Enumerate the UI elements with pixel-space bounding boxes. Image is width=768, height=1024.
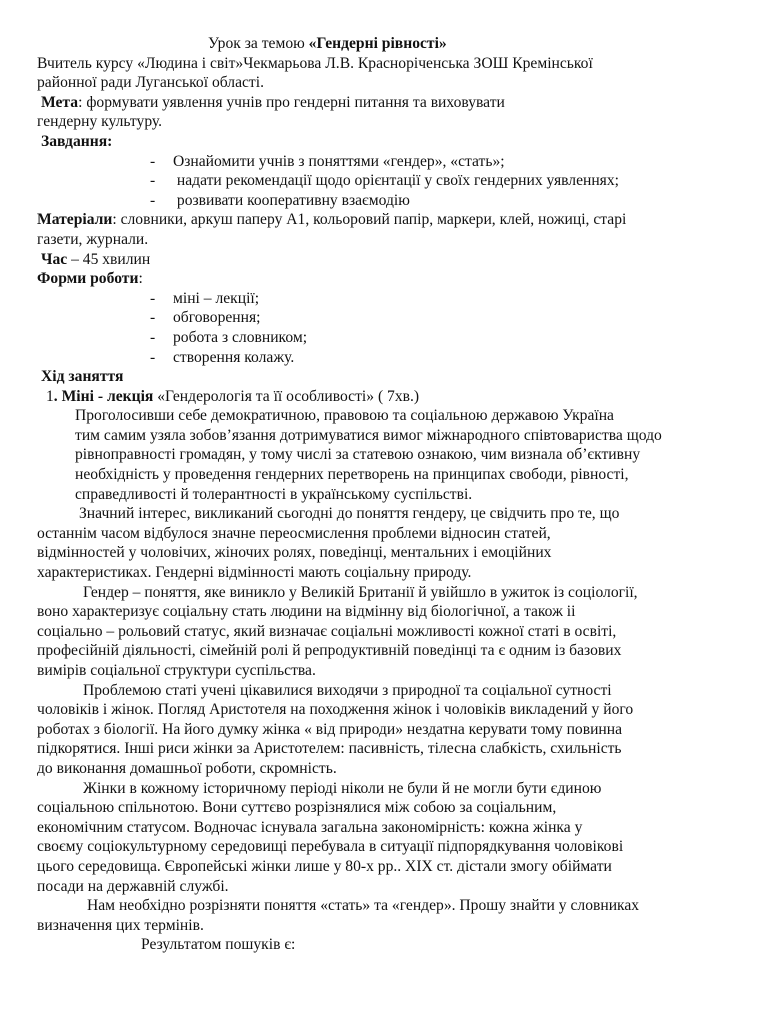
form-item [37,328,737,348]
task-item [37,171,737,191]
bullet-dash: - [150,191,156,209]
paragraph-line: Проблемою статі учені цікавилися виходячи з природної та соціальної сутності [83,681,612,699]
time-line [37,250,737,270]
paragraph [37,779,737,897]
lesson-title-topic: «Гендерні рівності» [308,35,447,52]
form-item-text: робота з словником; [173,328,308,346]
teacher-line-2: районної ради Луганської області. [37,74,264,92]
paragraph-line: тим самим узяла зобов’язання дотримуватися вимог міжнародного співтовариства щодо [75,426,662,444]
goal-text: : формувати уявлення учнів про гендерні питання та виховувати [78,93,505,111]
paragraph-line: економічним статусом. Водночас існувала загальна закономірність: кожна жінка у [37,818,583,836]
materials-text: : словники, аркуш паперу А1, кольоровий папір, маркери, клей, ножиці, старі [112,211,627,229]
document-page [37,34,737,955]
bullet-dash: - [150,289,156,307]
bullet-dash: - [150,309,156,327]
form-item-text: міні – лекції; [173,289,260,307]
paragraph-line: професійній діяльності, сімейній ролі й репродуктивній поведінці та є одним із базових [37,642,622,660]
forms-label: Форми роботи [37,270,139,288]
section-number: 1 [46,387,54,405]
lesson-title-prefix: Урок за темою [208,35,309,52]
goal-label: Мета [41,93,79,111]
form-item [37,289,737,309]
paragraph [37,504,737,582]
bullet-dash: - [150,328,156,346]
section-heading [37,387,737,407]
paragraph-line: характеристиках. Гендерні відмінності мають соціальну природу. [37,564,472,582]
paragraph-line: вимірів соціальної структури суспільства. [37,662,316,679]
paragraph-line: Значний інтерес, викликаний сьогодні до поняття гендеру, це свідчить про те, що [79,505,620,523]
time-label: Час [41,250,68,268]
task-item-text: розвивати кооперативну взаємодію [173,191,410,209]
bullet-dash: - [150,348,156,366]
paragraph-line: Жінки в кожному історичному періоді ніколи не були й не могли бути єдиною [83,779,602,797]
paragraph-line: до виконання домашньої роботи, скромність. [37,759,337,777]
paragraph [37,681,737,779]
time-text: – 45 хвилин [67,250,151,268]
section-subtitle: «Гендерологія та її особливості» ( 7хв.) [153,387,420,405]
paragraph-line: підкорятися. Інші риси жінки за Аристотелем: пасивність, тілесна слабкість, схильність [37,740,622,758]
paragraph-line: Гендер – поняття, яке виникло у Великій Британії й увійшло в ужиток із соціології, [83,583,638,601]
task-item-text: надати рекомендації щодо орієнтації у своїх гендерних уявленнях; [173,172,619,190]
lesson-title [37,34,737,54]
paragraph-line: воно характеризує соціальну стать людини на відмінну від біологічної, а також іі [37,603,576,621]
bullet-dash: - [150,152,156,170]
paragraph-line: посади на державній службі. [37,877,229,895]
paragraph-line: Нам необхідно розрізняти поняття «стать» та «гендер». Прошу знайти у словниках [87,897,640,915]
paragraph [37,583,737,681]
paragraph-line: Проголосивши себе демократичною, правовою та соціальною державою Україна [75,407,614,425]
paragraph-line: рівноправності громадян, у тому числі за статевою ознакою, чим визнала об’єктивну [75,446,641,464]
forms-line [37,269,737,289]
materials-line [37,210,737,230]
paragraph [37,896,737,935]
section-title: . Міні - лекція [53,387,154,405]
paragraph-line: справедливості й толерантності в українському суспільстві. [75,485,473,503]
course-heading: Хід заняття [41,368,124,386]
tasks-label: Завдання: [41,132,113,150]
goal-line [37,93,737,113]
form-item-text: створення колажу. [173,348,295,366]
form-item-text: обговорення; [173,309,261,327]
paragraph-line: визначення цих термінів. [37,916,204,934]
paragraph-line: соціально – рольовий статус, який визначає соціальні можливості кожної статі в освіті, [37,622,617,640]
paragraph-line: відмінностей у чоловічих, жіночих ролях, поведінці, ментальних і емоційних [37,544,552,562]
materials-label: Матеріали [37,211,113,229]
paragraph-line: останнім часом відбулося значне переосмислення проблеми відносин статей, [37,524,551,542]
task-item [37,191,737,211]
teacher-line: Вчитель курсу «Людина і світ»Чекмарьова Л.В. Красноріченська ЗОШ Кремінської [37,54,593,72]
materials-line-2: газети, журнали. [37,230,149,248]
form-item [37,348,737,368]
paragraph [37,406,737,504]
bullet-dash: - [150,172,156,190]
paragraph-line: цього середовища. Європейські жінки лише у 80-х рр.. ХІХ ст. дістали змогу обіймати [37,857,612,875]
forms-colon: : [138,270,143,288]
task-item-text: Ознайомити учнів з поняттями «гендер», «стать»; [173,152,505,170]
results-line: Результатом пошуків є: [141,936,296,954]
paragraph-line: своєму соціокультурному середовищі перебувала в ситуації підпорядкування чоловікові [37,838,624,856]
paragraph-line: чоловіків і жінок. Погляд Аристотеля на походження жінок і чоловіків викладений у його [37,701,634,719]
form-item [37,308,737,328]
paragraph-line: необхідність у проведення гендерних перетворень на принципах свободи, рівності, [75,466,629,484]
paragraph-line: роботах з біології. На його думку жінка « від природи» нездатна керувати тому повинна [37,720,623,738]
task-item [37,152,737,172]
goal-line-2: гендерну культуру. [37,113,163,131]
paragraph-line: соціальною спільнотою. Вони суттєво розрізнялися між собою за соціальним, [37,799,557,817]
